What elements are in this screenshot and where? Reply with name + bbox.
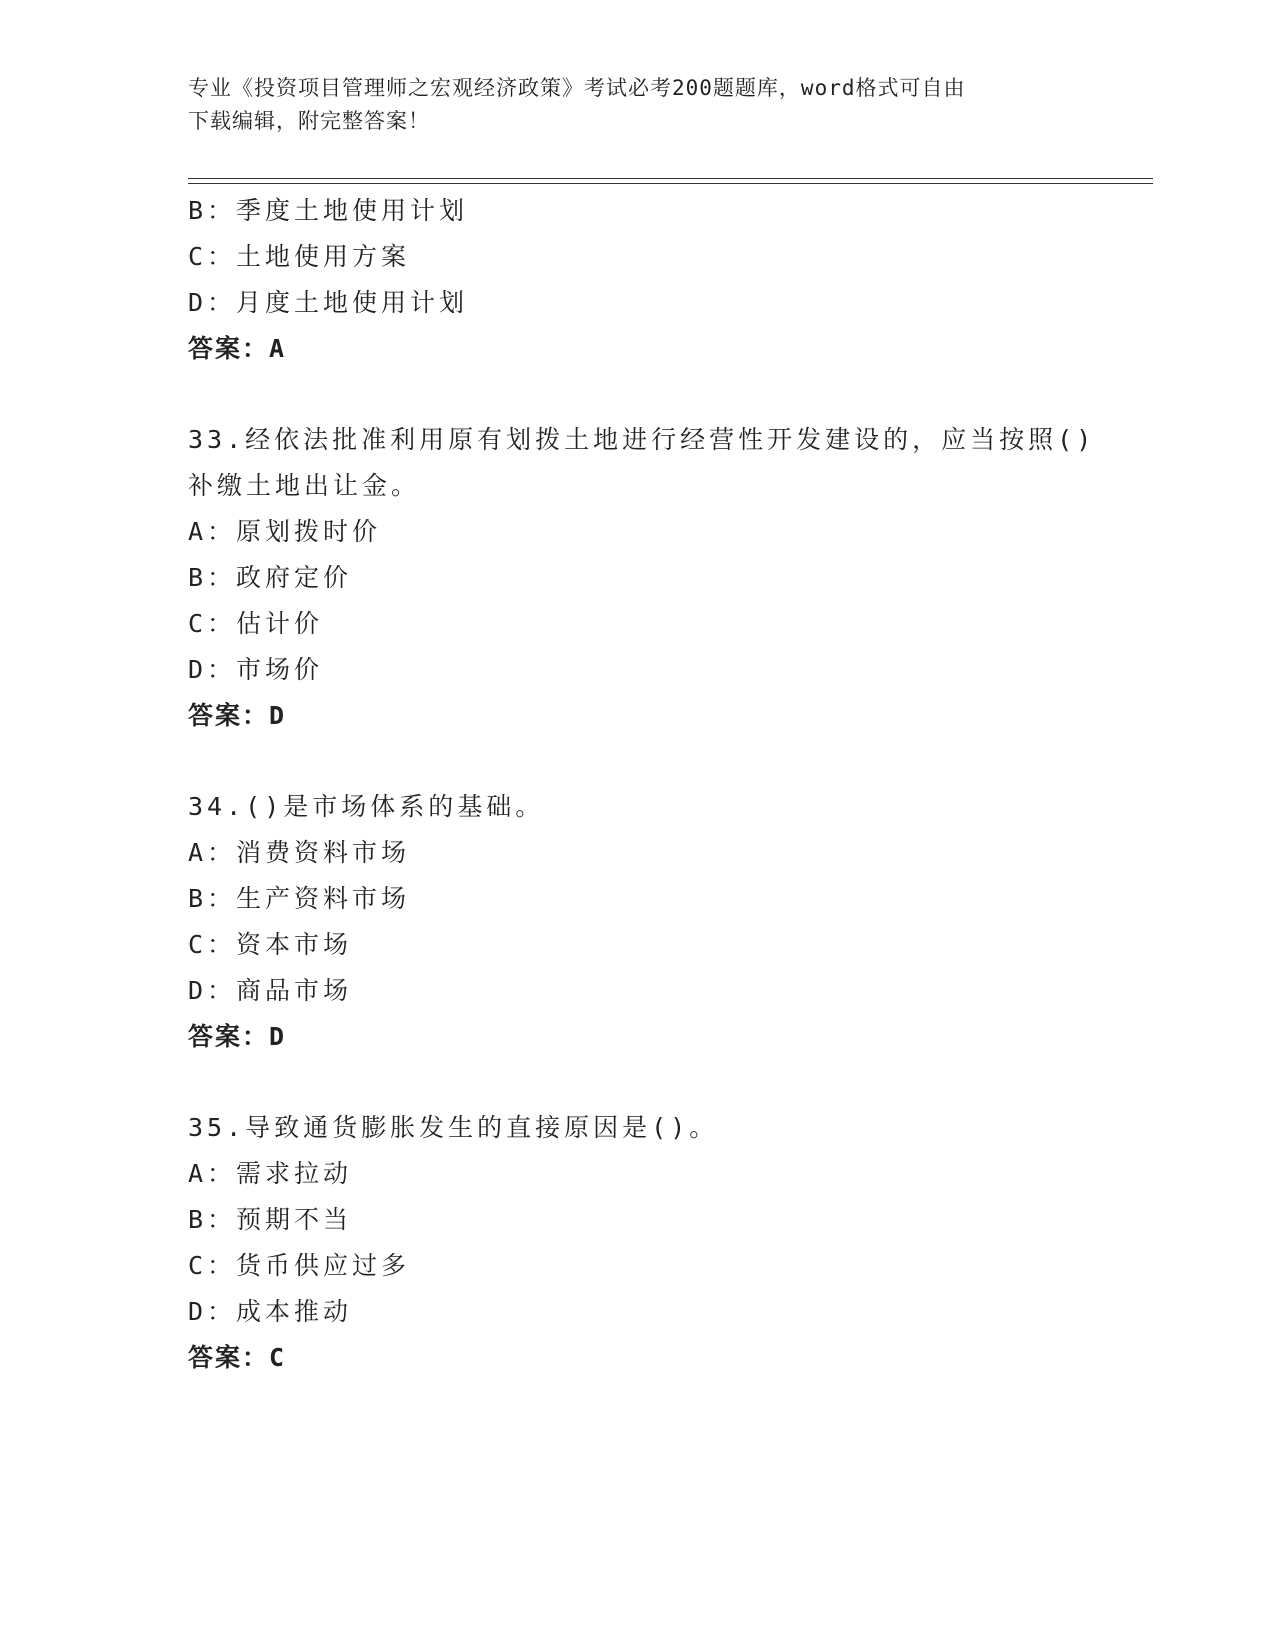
option-a: A：原划拨时价	[188, 517, 382, 546]
option-c: C：估计价	[188, 609, 324, 638]
answer: 答案：D	[188, 701, 287, 730]
header-divider-top	[188, 178, 1153, 179]
option-d: D：月度土地使用计划	[188, 288, 469, 317]
question-34	[188, 784, 1088, 1060]
question-35	[188, 1105, 1088, 1381]
option-a: A：需求拉动	[188, 1159, 353, 1188]
question-stem: 34.()是市场体系的基础。	[188, 792, 545, 821]
option-b: B：政府定价	[188, 563, 353, 592]
question-33	[188, 417, 1096, 739]
question-stem: 33.经依法批准利用原有划拨土地进行经营性开发建设的，应当按照()	[188, 425, 1096, 454]
header-line-2: 下载编辑，附完整答案！	[188, 109, 430, 133]
header-line-1: 专业《投资项目管理师之宏观经济政策》考试必考200题题库，word格式可自由	[188, 76, 966, 100]
question-stem: 35.导致通货膨胀发生的直接原因是()。	[188, 1113, 719, 1142]
question-list	[188, 188, 1096, 1381]
spacer	[188, 739, 1088, 784]
answer: 答案：D	[188, 1022, 287, 1051]
header-divider-bottom	[188, 183, 1153, 184]
option-b: B：生产资料市场	[188, 884, 411, 913]
spacer	[188, 372, 1088, 417]
question-stem-continued: 补缴土地出让金。	[188, 471, 421, 500]
spacer	[188, 1060, 1088, 1105]
option-c: C：土地使用方案	[188, 242, 411, 271]
answer: 答案：C	[188, 1343, 287, 1372]
option-d: D：市场价	[188, 655, 324, 684]
option-c: C：资本市场	[188, 930, 353, 959]
option-b: B：季度土地使用计划	[188, 196, 469, 225]
option-d: D：商品市场	[188, 976, 353, 1005]
option-d: D：成本推动	[188, 1297, 353, 1326]
document-header	[188, 72, 1088, 138]
option-a: A：消费资料市场	[188, 838, 411, 867]
option-c: C：货币供应过多	[188, 1251, 411, 1280]
answer: 答案：A	[188, 334, 287, 363]
question-32-continued	[188, 188, 1088, 372]
option-b: B：预期不当	[188, 1205, 353, 1234]
